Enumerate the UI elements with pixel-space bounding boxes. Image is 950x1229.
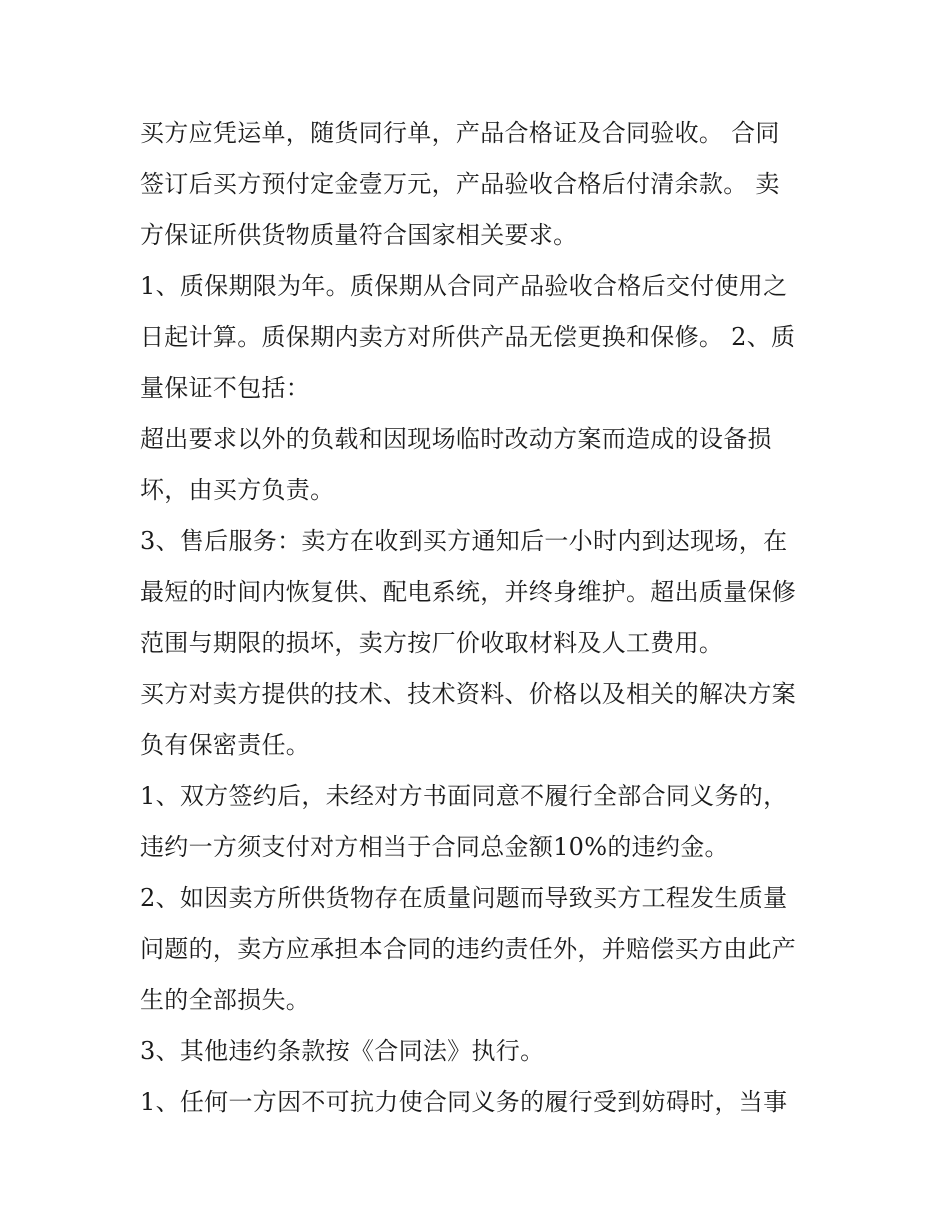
text-line: 范围与期限的损坏，卖方按厂价收取材料及人工费用。 [140, 629, 724, 657]
text-line: 买方对卖方提供的技术、技术资料、价格以及相关的解决方案 [140, 680, 797, 708]
text-line: 坏，由买方负责。 [140, 476, 335, 504]
text-line: 超出要求以外的负载和因现场临时改动方案而造成的设备损 [140, 425, 772, 453]
text-line: 1、双方签约后，未经对方书面同意不履行全部合同义务的， [140, 782, 788, 810]
text-line: 3、售后服务：卖方在收到买方通知后一小时内到达现场，在 [140, 527, 788, 555]
text-line: 违约一方须支付对方相当于合同总金额10%的违约金。 [140, 833, 729, 861]
text-line: 买方应凭运单，随货同行单，产品合格证及合同验收。 合同 [140, 119, 780, 147]
text-line: 1、质保期限为年。质保期从合同产品验收合格后交付使用之 [140, 272, 788, 300]
text-line: 2、如因卖方所供货物存在质量问题而导致买方工程发生质量 [140, 884, 788, 912]
text-line: 签订后买方预付定金壹万元，产品验收合格后付清余款。 卖 [140, 170, 780, 198]
text-line: 日起计算。质保期内卖方对所供产品无偿更换和保修。 2、质 [140, 323, 796, 351]
text-line: 问题的，卖方应承担本合同的违约责任外，并赔偿买方由此产 [140, 935, 797, 963]
text-line: 负有保密责任。 [140, 731, 311, 759]
text-line: 3、其他违约条款按《合同法》执行。 [140, 1037, 545, 1065]
text-line: 量保证不包括： [140, 374, 311, 402]
text-line: 生的全部损失。 [140, 986, 311, 1014]
text-line: 最短的时间内恢复供、配电系统，并终身维护。超出质量保修 [140, 578, 797, 606]
text-line: 1、任何一方因不可抗力使合同义务的履行受到妨碍时，当事 [140, 1088, 788, 1116]
text-line: 方保证所供货物质量符合国家相关要求。 [140, 221, 578, 249]
document-body [140, 108, 820, 1128]
